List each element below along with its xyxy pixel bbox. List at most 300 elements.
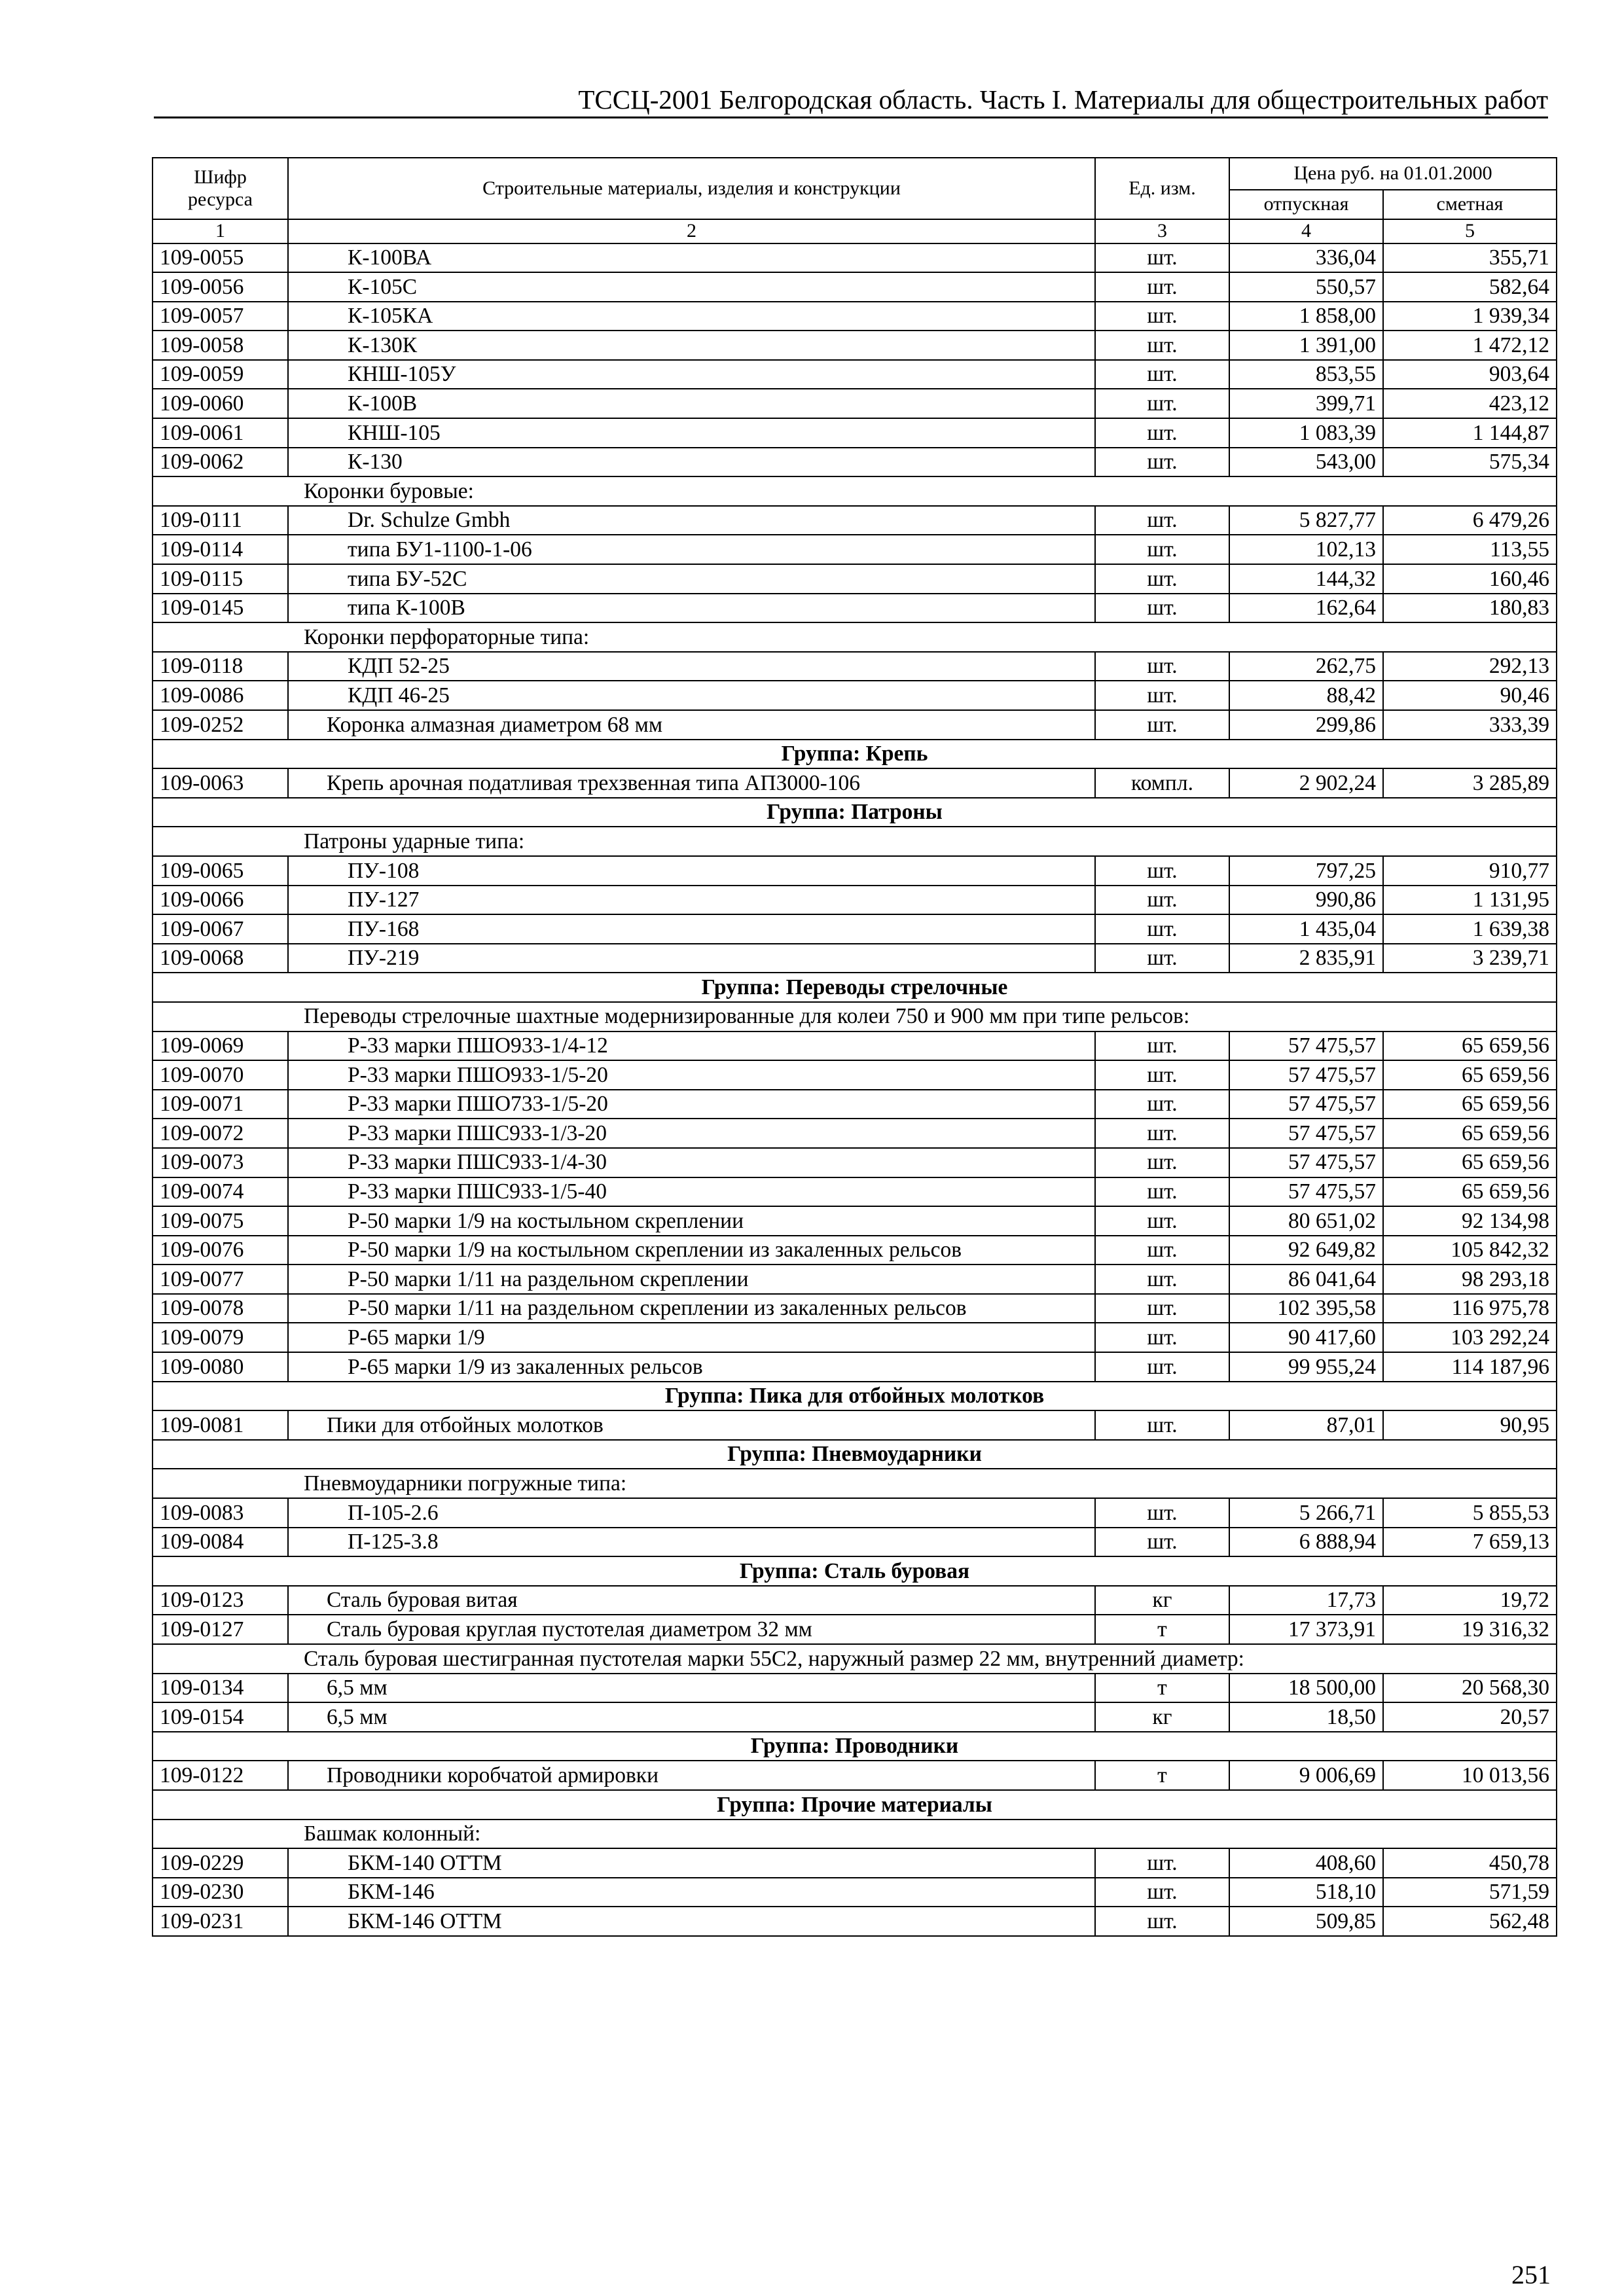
- table-row: [153, 594, 1557, 623]
- material-name: ПУ-127: [288, 886, 1095, 915]
- table-row: [153, 944, 1557, 973]
- resource-code: 109-0072: [153, 1119, 288, 1148]
- column-header-name: Строительные материалы, изделия и конструкции: [288, 158, 1095, 219]
- material-name: К-130: [288, 448, 1095, 477]
- resource-code: 109-0075: [153, 1206, 288, 1236]
- table-row: [153, 1498, 1557, 1528]
- group-title: Группа: Крепь: [153, 740, 1557, 769]
- material-name: ПУ-219: [288, 944, 1095, 973]
- material-name: К-105КА: [288, 302, 1095, 331]
- group-row: [153, 1790, 1557, 1820]
- material-name: Р-50 марки 1/11 на раздельном скреплении: [288, 1265, 1095, 1294]
- unit-cell: шт.: [1095, 1177, 1229, 1207]
- group-row: [153, 973, 1557, 1002]
- resource-code: 109-0127: [153, 1615, 288, 1644]
- column-number: 3: [1095, 219, 1229, 243]
- column-header-estimate-price: сметная: [1383, 190, 1557, 219]
- table-row: [153, 1090, 1557, 1119]
- unit-cell: шт.: [1095, 331, 1229, 360]
- table-row: [153, 1148, 1557, 1177]
- release-price: 543,00: [1229, 448, 1383, 477]
- estimate-price: 113,55: [1383, 535, 1557, 564]
- group-title: Группа: Сталь буровая: [153, 1556, 1557, 1586]
- material-name: Р-50 марки 1/11 на раздельном скреплении из закаленных рельсов: [288, 1294, 1095, 1323]
- column-header-price: Цена руб. на 01.01.2000: [1229, 158, 1557, 190]
- material-name: Р-33 марки ПШС933-1/5-40: [288, 1177, 1095, 1207]
- table-row: [153, 1060, 1557, 1090]
- material-name: Dr. Schulze Gmbh: [288, 506, 1095, 535]
- resource-code: 109-0079: [153, 1323, 288, 1352]
- material-name: Коронка алмазная диаметром 68 мм: [288, 710, 1095, 740]
- release-price: 162,64: [1229, 594, 1383, 623]
- estimate-price: 1 144,87: [1383, 418, 1557, 448]
- column-number: 4: [1229, 219, 1383, 243]
- estimate-price: 1 939,34: [1383, 302, 1557, 331]
- resource-code: 109-0123: [153, 1586, 288, 1615]
- estimate-price: 1 639,38: [1383, 914, 1557, 944]
- release-price: 1 435,04: [1229, 914, 1383, 944]
- material-name: Р-65 марки 1/9: [288, 1323, 1095, 1352]
- material-name: Крепь арочная податливая трехзвенная типа АПЗ000-106: [288, 768, 1095, 798]
- resource-code: 109-0145: [153, 594, 288, 623]
- unit-cell: шт.: [1095, 1907, 1229, 1936]
- material-name: Р-50 марки 1/9 на костыльном скреплении из закаленных рельсов: [288, 1236, 1095, 1265]
- estimate-price: 355,71: [1383, 243, 1557, 273]
- resource-code: 109-0059: [153, 360, 288, 389]
- unit-cell: шт.: [1095, 944, 1229, 973]
- release-price: 57 475,57: [1229, 1119, 1383, 1148]
- estimate-price: 65 659,56: [1383, 1119, 1557, 1148]
- release-price: 853,55: [1229, 360, 1383, 389]
- release-price: 92 649,82: [1229, 1236, 1383, 1265]
- unit-cell: шт.: [1095, 1352, 1229, 1382]
- table-row: [153, 710, 1557, 740]
- unit-cell: шт.: [1095, 302, 1229, 331]
- unit-cell: шт.: [1095, 243, 1229, 273]
- unit-cell: шт.: [1095, 1148, 1229, 1177]
- table-row: [153, 1031, 1557, 1061]
- material-name: типа БУ1-1100-1-06: [288, 535, 1095, 564]
- resource-code: 109-0076: [153, 1236, 288, 1265]
- estimate-price: 571,59: [1383, 1878, 1557, 1907]
- table-row: [153, 652, 1557, 681]
- unit-cell: шт.: [1095, 1848, 1229, 1878]
- release-price: 57 475,57: [1229, 1031, 1383, 1061]
- resource-code: 109-0066: [153, 886, 288, 915]
- group-row: [153, 798, 1557, 827]
- estimate-price: 910,77: [1383, 856, 1557, 886]
- estimate-price: 114 187,96: [1383, 1352, 1557, 1382]
- resource-code: 109-0229: [153, 1848, 288, 1878]
- resource-code: 109-0069: [153, 1031, 288, 1061]
- material-name: КНШ-105: [288, 418, 1095, 448]
- release-price: 80 651,02: [1229, 1206, 1383, 1236]
- table-row: [153, 1294, 1557, 1323]
- table-row: [153, 1177, 1557, 1207]
- table-row: [153, 1265, 1557, 1294]
- resource-code: 109-0118: [153, 652, 288, 681]
- resource-code: 109-0086: [153, 681, 288, 710]
- resource-code: 109-0231: [153, 1907, 288, 1936]
- release-price: 990,86: [1229, 886, 1383, 915]
- unit-cell: кг: [1095, 1586, 1229, 1615]
- resource-code: 109-0078: [153, 1294, 288, 1323]
- material-name: К-105С: [288, 272, 1095, 302]
- table-row: [153, 1674, 1557, 1703]
- table-row: [153, 768, 1557, 798]
- unit-cell: шт.: [1095, 389, 1229, 418]
- release-price: 408,60: [1229, 1848, 1383, 1878]
- unit-cell: шт.: [1095, 886, 1229, 915]
- material-name: КДП 52-25: [288, 652, 1095, 681]
- material-name: типа БУ-52С: [288, 564, 1095, 594]
- unit-cell: шт.: [1095, 1090, 1229, 1119]
- resource-code: 109-0067: [153, 914, 288, 944]
- table-row: [153, 914, 1557, 944]
- table-row: [153, 272, 1557, 302]
- estimate-price: 19,72: [1383, 1586, 1557, 1615]
- estimate-price: 3 239,71: [1383, 944, 1557, 973]
- subgroup-row: [153, 1644, 1557, 1674]
- table-row: [153, 564, 1557, 594]
- subgroup-title: Коронки перфораторные типа:: [153, 622, 1557, 652]
- release-price: 262,75: [1229, 652, 1383, 681]
- resource-code: 109-0083: [153, 1498, 288, 1528]
- material-name: Сталь буровая круглая пустотелая диаметром 32 мм: [288, 1615, 1095, 1644]
- release-price: 5 266,71: [1229, 1498, 1383, 1528]
- resource-code: 109-0154: [153, 1702, 288, 1732]
- resource-code: 109-0111: [153, 506, 288, 535]
- unit-cell: шт.: [1095, 1119, 1229, 1148]
- release-price: 57 475,57: [1229, 1177, 1383, 1207]
- resource-code: 109-0058: [153, 331, 288, 360]
- resource-code: 109-0134: [153, 1674, 288, 1703]
- unit-cell: т: [1095, 1674, 1229, 1703]
- resource-code: 109-0080: [153, 1352, 288, 1382]
- resource-code: 109-0057: [153, 302, 288, 331]
- release-price: 57 475,57: [1229, 1090, 1383, 1119]
- unit-cell: кг: [1095, 1702, 1229, 1732]
- unit-cell: шт.: [1095, 914, 1229, 944]
- column-number: 2: [288, 219, 1095, 243]
- table-row: [153, 1586, 1557, 1615]
- release-price: 2 835,91: [1229, 944, 1383, 973]
- estimate-price: 65 659,56: [1383, 1177, 1557, 1207]
- subgroup-row: [153, 1002, 1557, 1031]
- release-price: 6 888,94: [1229, 1528, 1383, 1557]
- material-name: П-125-3.8: [288, 1528, 1095, 1557]
- unit-cell: шт.: [1095, 1206, 1229, 1236]
- estimate-price: 3 285,89: [1383, 768, 1557, 798]
- release-price: 57 475,57: [1229, 1060, 1383, 1090]
- material-name: Р-65 марки 1/9 из закаленных рельсов: [288, 1352, 1095, 1382]
- table-row: [153, 331, 1557, 360]
- resource-code: 109-0070: [153, 1060, 288, 1090]
- table-row: [153, 856, 1557, 886]
- subgroup-row: [153, 622, 1557, 652]
- resource-code: 109-0252: [153, 710, 288, 740]
- resource-code: 109-0071: [153, 1090, 288, 1119]
- estimate-price: 65 659,56: [1383, 1148, 1557, 1177]
- estimate-price: 903,64: [1383, 360, 1557, 389]
- material-name: Р-33 марки ПШО733-1/5-20: [288, 1090, 1095, 1119]
- unit-cell: шт.: [1095, 1878, 1229, 1907]
- estimate-price: 160,46: [1383, 564, 1557, 594]
- material-name: БКМ-146 ОТТМ: [288, 1907, 1095, 1936]
- table-row: [153, 1119, 1557, 1148]
- material-name: БКМ-140 ОТТМ: [288, 1848, 1095, 1878]
- material-name: Пики для отбойных молотков: [288, 1410, 1095, 1440]
- group-row: [153, 1440, 1557, 1469]
- unit-cell: шт.: [1095, 1528, 1229, 1557]
- release-price: 1 083,39: [1229, 418, 1383, 448]
- material-name: Р-33 марки ПШС933-1/4-30: [288, 1148, 1095, 1177]
- table-row: [153, 418, 1557, 448]
- unit-cell: шт.: [1095, 1498, 1229, 1528]
- unit-cell: шт.: [1095, 448, 1229, 477]
- material-name: К-100ВА: [288, 243, 1095, 273]
- group-title: Группа: Переводы стрелочные: [153, 973, 1557, 1002]
- table-row: [153, 1907, 1557, 1936]
- estimate-price: 575,34: [1383, 448, 1557, 477]
- material-name: ПУ-108: [288, 856, 1095, 886]
- estimate-price: 423,12: [1383, 389, 1557, 418]
- resource-code: 109-0068: [153, 944, 288, 973]
- unit-cell: шт.: [1095, 1265, 1229, 1294]
- material-name: КДП 46-25: [288, 681, 1095, 710]
- table-row: [153, 1848, 1557, 1878]
- unit-cell: шт.: [1095, 535, 1229, 564]
- table-row: [153, 1206, 1557, 1236]
- page-number: 251: [1511, 2260, 1551, 2289]
- resource-code: 109-0060: [153, 389, 288, 418]
- subgroup-row: [153, 1469, 1557, 1498]
- estimate-price: 105 842,32: [1383, 1236, 1557, 1265]
- material-name: 6,5 мм: [288, 1674, 1095, 1703]
- resource-code: 109-0084: [153, 1528, 288, 1557]
- unit-cell: шт.: [1095, 681, 1229, 710]
- table-row: [153, 506, 1557, 535]
- material-name: Р-50 марки 1/9 на костыльном скреплении: [288, 1206, 1095, 1236]
- unit-cell: шт.: [1095, 652, 1229, 681]
- column-header-release-price: отпускная: [1229, 190, 1383, 219]
- subgroup-row: [153, 476, 1557, 506]
- material-name: К-100В: [288, 389, 1095, 418]
- table-row: [153, 1528, 1557, 1557]
- resource-code: 109-0063: [153, 768, 288, 798]
- material-name: ПУ-168: [288, 914, 1095, 944]
- release-price: 17,73: [1229, 1586, 1383, 1615]
- resource-code: 109-0074: [153, 1177, 288, 1207]
- unit-cell: шт.: [1095, 272, 1229, 302]
- group-title: Группа: Прочие материалы: [153, 1790, 1557, 1820]
- release-price: 86 041,64: [1229, 1265, 1383, 1294]
- resource-code: 109-0056: [153, 272, 288, 302]
- table-row: [153, 1615, 1557, 1644]
- table-row: [153, 389, 1557, 418]
- subgroup-title: Коронки буровые:: [153, 476, 1557, 506]
- unit-cell: шт.: [1095, 1236, 1229, 1265]
- estimate-price: 65 659,56: [1383, 1031, 1557, 1061]
- resource-code: 109-0062: [153, 448, 288, 477]
- release-price: 87,01: [1229, 1410, 1383, 1440]
- subgroup-row: [153, 1820, 1557, 1849]
- unit-cell: т: [1095, 1615, 1229, 1644]
- estimate-price: 292,13: [1383, 652, 1557, 681]
- release-price: 336,04: [1229, 243, 1383, 273]
- resource-code: 109-0122: [153, 1761, 288, 1790]
- estimate-price: 333,39: [1383, 710, 1557, 740]
- unit-cell: шт.: [1095, 710, 1229, 740]
- group-row: [153, 740, 1557, 769]
- table-row: [153, 448, 1557, 477]
- material-name: Р-33 марки ПШО933-1/4-12: [288, 1031, 1095, 1061]
- material-name: типа К-100В: [288, 594, 1095, 623]
- release-price: 88,42: [1229, 681, 1383, 710]
- group-row: [153, 1732, 1557, 1761]
- release-price: 550,57: [1229, 272, 1383, 302]
- estimate-price: 180,83: [1383, 594, 1557, 623]
- table-row: [153, 886, 1557, 915]
- subgroup-row: [153, 827, 1557, 856]
- estimate-price: 20 568,30: [1383, 1674, 1557, 1703]
- table-row: [153, 243, 1557, 273]
- estimate-price: 19 316,32: [1383, 1615, 1557, 1644]
- subgroup-title: Переводы стрелочные шахтные модернизированные для колеи 750 и 900 мм при типе рельсов:: [153, 1002, 1557, 1031]
- estimate-price: 7 659,13: [1383, 1528, 1557, 1557]
- estimate-price: 65 659,56: [1383, 1090, 1557, 1119]
- release-price: 144,32: [1229, 564, 1383, 594]
- unit-cell: шт.: [1095, 856, 1229, 886]
- table-body: [153, 243, 1557, 1936]
- release-price: 399,71: [1229, 389, 1383, 418]
- unit-cell: шт.: [1095, 564, 1229, 594]
- unit-cell: шт.: [1095, 1410, 1229, 1440]
- release-price: 17 373,91: [1229, 1615, 1383, 1644]
- group-title: Группа: Пика для отбойных молотков: [153, 1382, 1557, 1411]
- page-header: ТССЦ-2001 Белгородская область. Часть I. Материалы для общестроительных работ: [154, 82, 1548, 118]
- estimate-price: 5 855,53: [1383, 1498, 1557, 1528]
- release-price: 99 955,24: [1229, 1352, 1383, 1382]
- column-number: 1: [153, 219, 288, 243]
- resource-code: 109-0073: [153, 1148, 288, 1177]
- release-price: 18,50: [1229, 1702, 1383, 1732]
- estimate-price: 116 975,78: [1383, 1294, 1557, 1323]
- table-row: [153, 360, 1557, 389]
- table-row: [153, 1702, 1557, 1732]
- unit-cell: шт.: [1095, 418, 1229, 448]
- release-price: 299,86: [1229, 710, 1383, 740]
- resource-code: 109-0115: [153, 564, 288, 594]
- estimate-price: 582,64: [1383, 272, 1557, 302]
- estimate-price: 1 131,95: [1383, 886, 1557, 915]
- subgroup-title: Патроны ударные типа:: [153, 827, 1557, 856]
- release-price: 18 500,00: [1229, 1674, 1383, 1703]
- table-row: [153, 1323, 1557, 1352]
- unit-cell: компл.: [1095, 768, 1229, 798]
- column-header-unit: Ед. изм.: [1095, 158, 1229, 219]
- resource-code: 109-0065: [153, 856, 288, 886]
- estimate-price: 90,46: [1383, 681, 1557, 710]
- unit-cell: шт.: [1095, 1323, 1229, 1352]
- estimate-price: 90,95: [1383, 1410, 1557, 1440]
- resource-code: 109-0077: [153, 1265, 288, 1294]
- table-row: [153, 1878, 1557, 1907]
- release-price: 9 006,69: [1229, 1761, 1383, 1790]
- table-row: [153, 1236, 1557, 1265]
- table-row: [153, 302, 1557, 331]
- material-name: Р-33 марки ПШС933-1/3-20: [288, 1119, 1095, 1148]
- resource-code: 109-0055: [153, 243, 288, 273]
- release-price: 5 827,77: [1229, 506, 1383, 535]
- release-price: 797,25: [1229, 856, 1383, 886]
- unit-cell: шт.: [1095, 1031, 1229, 1061]
- estimate-price: 20,57: [1383, 1702, 1557, 1732]
- table-row: [153, 535, 1557, 564]
- group-title: Группа: Патроны: [153, 798, 1557, 827]
- release-price: 518,10: [1229, 1878, 1383, 1907]
- material-name: Р-33 марки ПШО933-1/5-20: [288, 1060, 1095, 1090]
- release-price: 1 858,00: [1229, 302, 1383, 331]
- resource-code: 109-0114: [153, 535, 288, 564]
- estimate-price: 98 293,18: [1383, 1265, 1557, 1294]
- group-row: [153, 1556, 1557, 1586]
- unit-cell: шт.: [1095, 1060, 1229, 1090]
- subgroup-title: Пневмоударники погружные типа:: [153, 1469, 1557, 1498]
- material-name: БКМ-146: [288, 1878, 1095, 1907]
- release-price: 1 391,00: [1229, 331, 1383, 360]
- unit-cell: шт.: [1095, 594, 1229, 623]
- release-price: 509,85: [1229, 1907, 1383, 1936]
- materials-price-table: [152, 157, 1557, 1937]
- material-name: К-130К: [288, 331, 1095, 360]
- group-title: Группа: Пневмоударники: [153, 1440, 1557, 1469]
- release-price: 102 395,58: [1229, 1294, 1383, 1323]
- estimate-price: 6 479,26: [1383, 506, 1557, 535]
- release-price: 102,13: [1229, 535, 1383, 564]
- unit-cell: шт.: [1095, 506, 1229, 535]
- group-title: Группа: Проводники: [153, 1732, 1557, 1761]
- table-row: [153, 1410, 1557, 1440]
- subgroup-title: Сталь буровая шестигранная пустотелая марки 55С2, наружный размер 22 мм, внутренний диаметр:: [153, 1644, 1557, 1674]
- release-price: 2 902,24: [1229, 768, 1383, 798]
- estimate-price: 1 472,12: [1383, 331, 1557, 360]
- unit-cell: шт.: [1095, 1294, 1229, 1323]
- column-number: 5: [1383, 219, 1557, 243]
- subgroup-title: Башмак колонный:: [153, 1820, 1557, 1849]
- table-row: [153, 1761, 1557, 1790]
- estimate-price: 562,48: [1383, 1907, 1557, 1936]
- resource-code: 109-0230: [153, 1878, 288, 1907]
- group-row: [153, 1382, 1557, 1411]
- material-name: П-105-2.6: [288, 1498, 1095, 1528]
- estimate-price: 92 134,98: [1383, 1206, 1557, 1236]
- unit-cell: т: [1095, 1761, 1229, 1790]
- material-name: Проводники коробчатой армировки: [288, 1761, 1095, 1790]
- estimate-price: 103 292,24: [1383, 1323, 1557, 1352]
- table-row: [153, 681, 1557, 710]
- estimate-price: 450,78: [1383, 1848, 1557, 1878]
- material-name: Сталь буровая витая: [288, 1586, 1095, 1615]
- column-header-code: Шифр ресурса: [153, 158, 288, 219]
- table-row: [153, 1352, 1557, 1382]
- unit-cell: шт.: [1095, 360, 1229, 389]
- estimate-price: 65 659,56: [1383, 1060, 1557, 1090]
- material-name: 6,5 мм: [288, 1702, 1095, 1732]
- resource-code: 109-0081: [153, 1410, 288, 1440]
- release-price: 57 475,57: [1229, 1148, 1383, 1177]
- resource-code: 109-0061: [153, 418, 288, 448]
